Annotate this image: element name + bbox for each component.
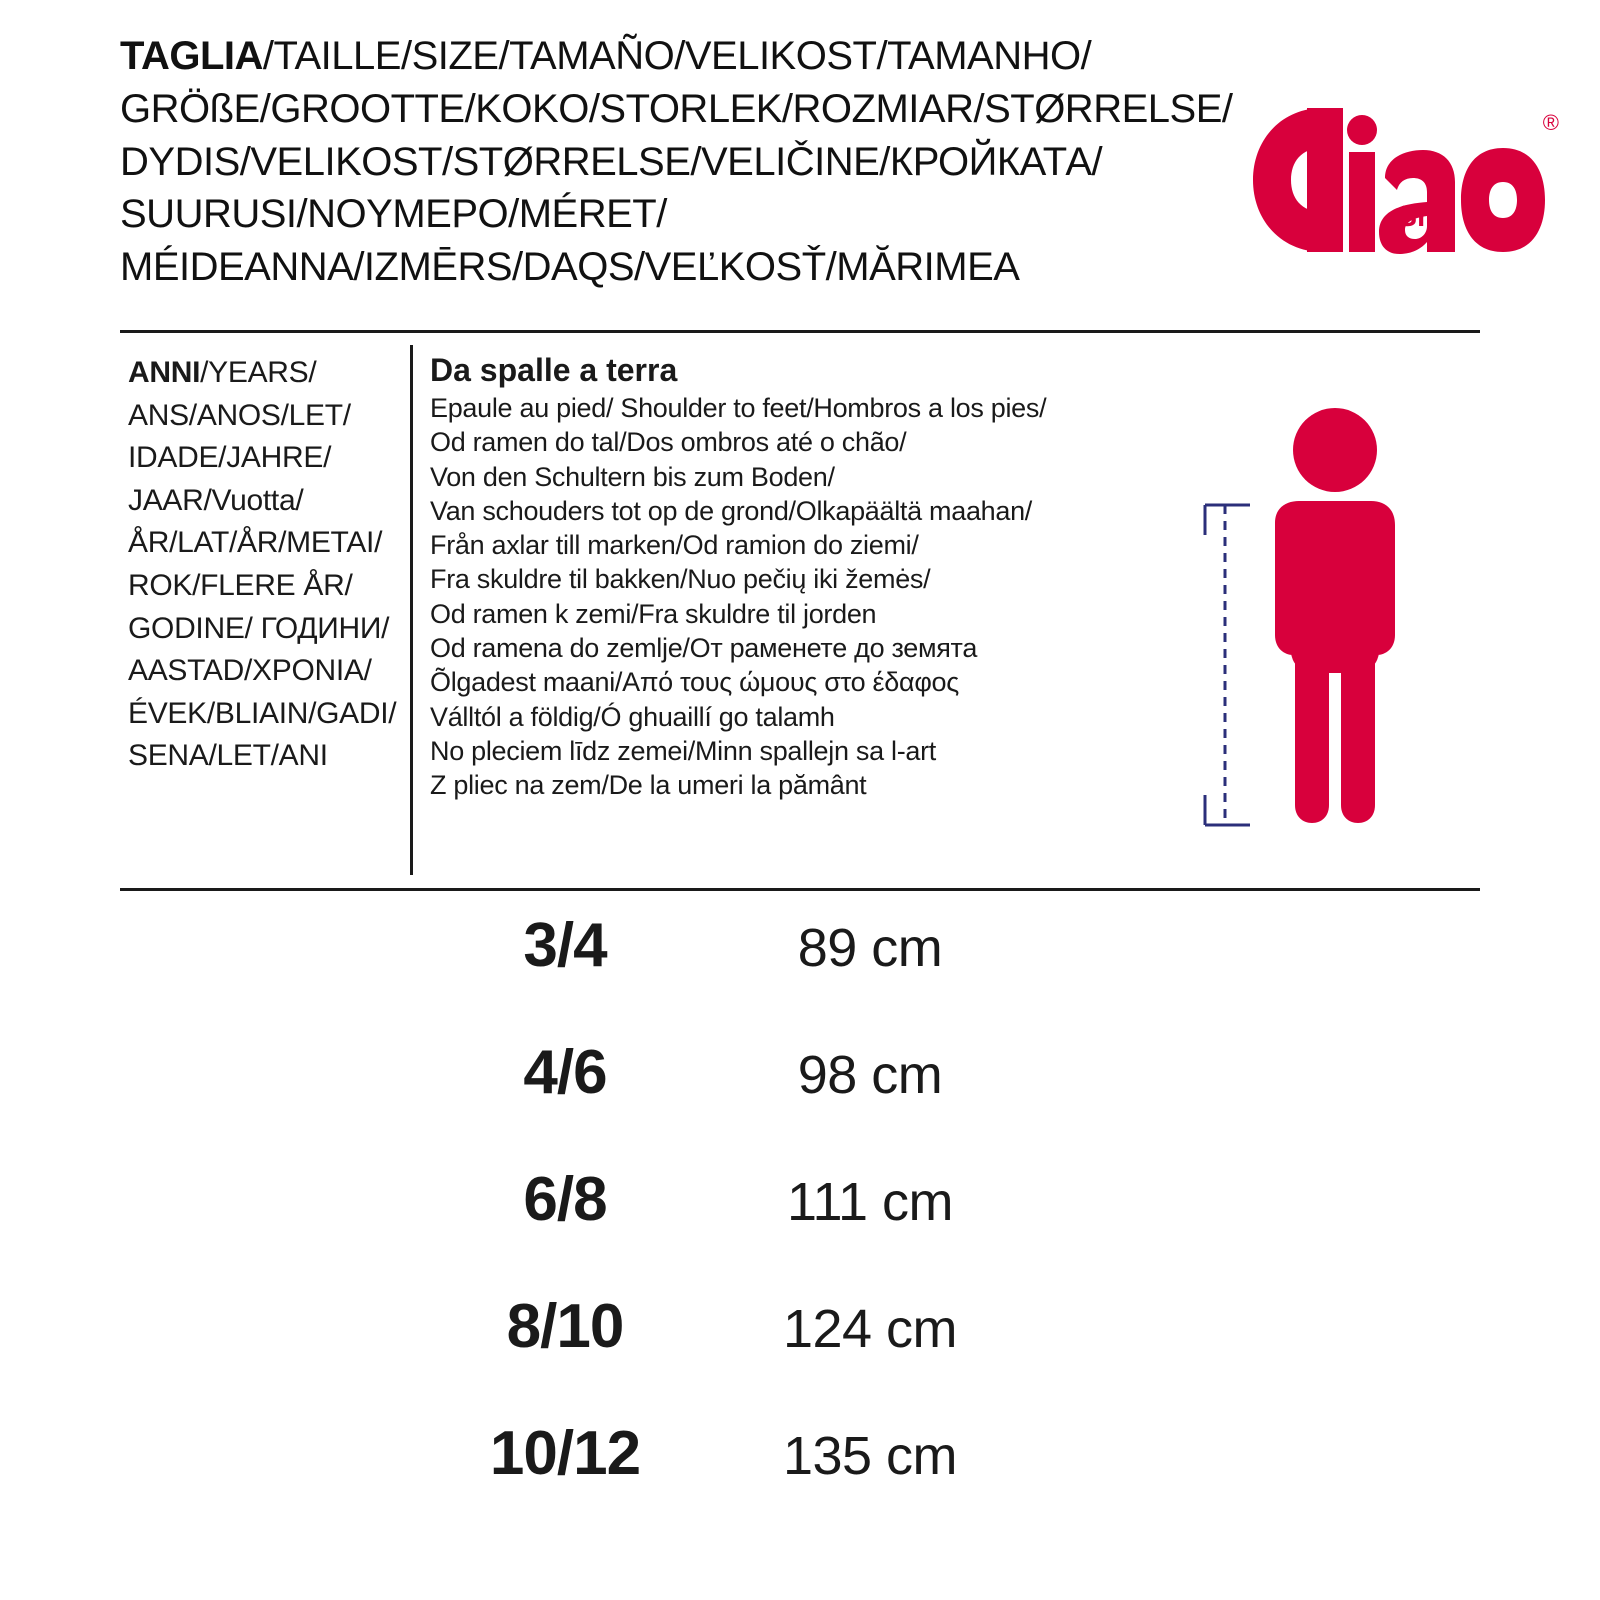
years-column bbox=[128, 352, 400, 778]
divider-top bbox=[120, 330, 1480, 333]
years-line-3: IDADE/JAHRE/ bbox=[128, 441, 332, 475]
brand-suffix: Srl bbox=[1397, 200, 1438, 233]
person-figure-icon bbox=[1195, 405, 1455, 865]
size-value: 6/8 bbox=[523, 1165, 607, 1234]
years-line-8: AASTAD/XPONIA/ bbox=[128, 654, 372, 688]
height-value: 135 cm bbox=[782, 1426, 958, 1486]
size-value: 10/12 bbox=[489, 1419, 641, 1488]
table-row bbox=[430, 1037, 1070, 1164]
measure-line-12: Z pliec na zem/De la umeri la pământ bbox=[430, 770, 867, 801]
table-row bbox=[430, 1164, 1070, 1291]
size-title-first-word: TAGLIA bbox=[120, 34, 263, 78]
size-value: 8/10 bbox=[506, 1292, 624, 1361]
ciao-logo-icon bbox=[1245, 100, 1545, 260]
years-line-9: ÉVEK/BLIAIN/GADI/ bbox=[128, 696, 397, 730]
measure-line-8: Od ramena do zemlje/От раменете до земята bbox=[430, 632, 978, 663]
years-first-word: ANNI bbox=[128, 356, 201, 389]
measurement-pictogram bbox=[1195, 405, 1455, 865]
measure-line-7: Od ramen k zemi/Fra skuldre til jorden bbox=[430, 598, 877, 629]
divider-vertical bbox=[410, 345, 413, 875]
divider-bottom bbox=[120, 888, 1480, 891]
years-line-4: JAAR/Vuotta/ bbox=[128, 483, 304, 517]
years-line-10: SENA/LET/ANI bbox=[128, 739, 328, 773]
measure-line-6: Fra skuldre til bakken/Nuo pečių iki žemės/ bbox=[430, 564, 931, 595]
measure-line-9: Õlgadest maani/Από τους ώμους στο έδαφος bbox=[430, 667, 959, 698]
size-title-line-1-rest: /TAILLE/SIZE/TAMAÑO/VELIKOST/TAMANHO/ bbox=[262, 34, 1092, 78]
measure-line-11: No pleciem līdz zemei/Minn spallejn sa l-art bbox=[430, 735, 936, 766]
size-value: 4/6 bbox=[523, 1038, 607, 1107]
years-line-5: ÅR/LAT/ÅR/METAI/ bbox=[128, 526, 383, 560]
size-title bbox=[120, 30, 1233, 294]
measure-title: Da spalle a terra bbox=[430, 352, 678, 388]
table-row bbox=[430, 910, 1070, 1037]
size-value: 3/4 bbox=[523, 911, 607, 980]
years-line-1-rest: /YEARS/ bbox=[200, 356, 317, 389]
table-row bbox=[430, 1418, 1070, 1545]
measure-line-1: Epaule au pied/ Shoulder to feet/Hombros a los pies/ bbox=[430, 393, 1047, 423]
size-title-line-3: DYDIS/VELIKOST/STØRRELSE/VELIČINE/КРОЙКАТА/ bbox=[120, 139, 1103, 184]
table-row bbox=[430, 1291, 1070, 1418]
measure-line-4: Van schouders tot op de grond/Olkapäältä maahan/ bbox=[430, 495, 1033, 526]
measure-line-3: Von den Schultern bis zum Boden/ bbox=[430, 461, 835, 492]
years-line-2: ANS/ANOS/LET/ bbox=[128, 398, 351, 432]
size-title-line-2: GRÖßE/GROOTTE/KOKO/STORLEK/ROZMIAR/STØRRELSE/ bbox=[120, 86, 1233, 131]
registered-mark: ® bbox=[1542, 110, 1559, 135]
brand-logo bbox=[1245, 100, 1559, 260]
height-value: 89 cm bbox=[797, 918, 943, 978]
size-title-line-4: SUURUSI/NOΥMEPO/MÉRET/ bbox=[120, 192, 667, 237]
height-value: 124 cm bbox=[782, 1299, 958, 1359]
measure-line-10: Válltól a földig/Ó ghuaillí go talamh bbox=[430, 701, 835, 732]
years-line-6: ROK/FLERE ÅR/ bbox=[128, 568, 353, 602]
measure-line-5: Från axlar till marken/Od ramion do ziemi/ bbox=[430, 530, 919, 561]
height-value: 98 cm bbox=[797, 1045, 943, 1105]
years-line-1 bbox=[128, 352, 400, 395]
years-line-7: GODINE/ ГОДИНИ/ bbox=[128, 611, 390, 645]
measure-line-2: Od ramen do tal/Dos ombros até o chão/ bbox=[430, 427, 907, 458]
size-title-line-1 bbox=[120, 30, 1130, 83]
measure-column bbox=[430, 352, 1190, 802]
size-title-line-5: MÉIDEANNA/IZMĒRS/DAQS/VEĽKOSŤ/MĂRIMEA bbox=[120, 245, 1020, 290]
measure-lines bbox=[430, 391, 1190, 802]
height-value: 111 cm bbox=[786, 1172, 954, 1232]
size-table bbox=[430, 910, 1070, 1545]
